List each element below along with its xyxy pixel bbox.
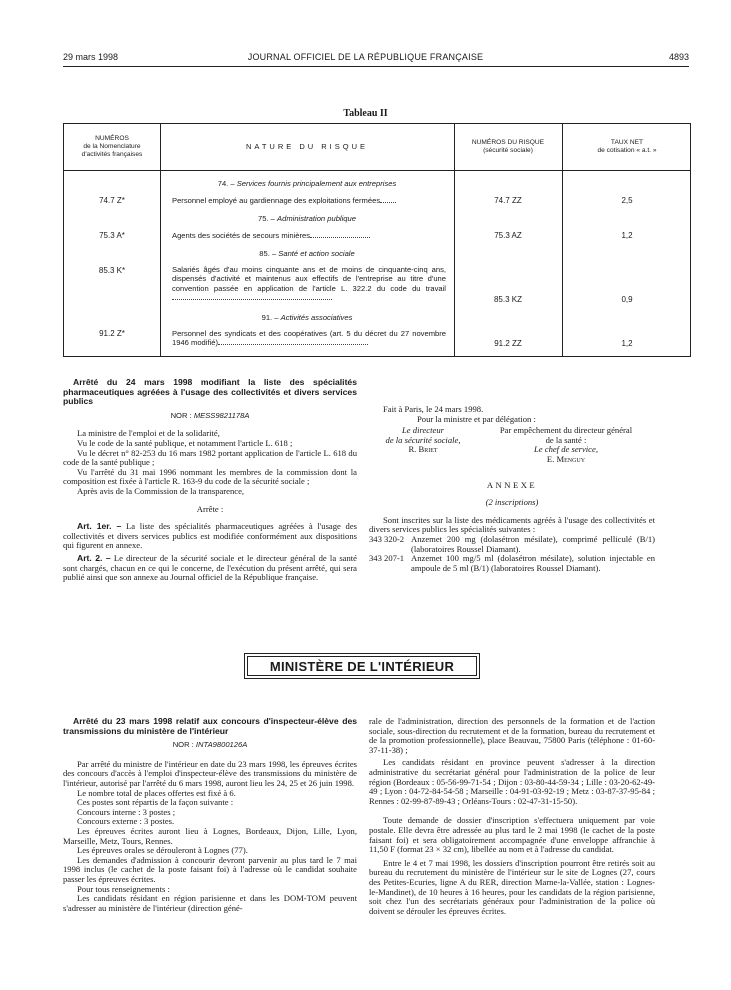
arrete-title: Arrêté du 24 mars 1998 modifiant la liste des spécialités pharmaceutiques agréées à l'usage des collectivités et divers services publics [63,377,357,407]
section-heading [160,313,454,322]
paragraph: Toute demande de dossier d'inscription s'effectuera uniquement par voie postale. Elle devra être adressée au plus tard le 2 mai 1998 (le cachet de la poste faisant foi) et sera obligatoirement accompagnée d'une enveloppe affranchie à 11,50 F (format 23 × 32 cm), libellée au nom et à l'adresse du candidat. [369,815,655,855]
header-line: (sécurité sociale) [483,147,533,154]
risk-description [172,231,446,240]
article-2 [63,554,357,583]
nor-reference [63,740,357,750]
nor-label: NOR : [170,410,192,420]
rate-value: 1,2 [621,339,633,348]
section-number: 75. – [258,214,275,223]
cip-code: 343 207-1 [369,553,405,564]
item-text: Anzemet 100 mg/5 ml (dolasétron mésilate), solution injectable en ampoule de 5 ml (B/1) (laboratoires Roussel Diamant). [411,553,655,573]
signature-role: Le chef de service, [534,444,598,455]
paragraph: La ministre de l'emploi et de la solidarité, [77,428,220,439]
leader-dots [218,338,368,345]
section-number: 85. – [259,249,277,258]
nor-reference [63,411,357,421]
risk-description [172,196,446,205]
rate-value: 1,2 [621,231,633,240]
description-text: Personnel des syndicats et des coopératives (art. 5 du décret du 27 novembre 1946 modifié) [172,329,446,348]
paragraph: rale de l'administration, direction des personnels de la formation et de l'action sociale, sous-direction du recrutement et de la formation, bureau du recrutement et de la promotion professionnelle), place Beauvau, 75800 Paris (téléphone : 01-60-37-11-38) ; [369,716,655,755]
header-nature: NATURE DU RISQUE [245,142,369,151]
signature-right [477,426,655,464]
arrete-label: Arrête : [196,503,224,514]
paragraph: Le nombre total de places offertes est fixé à 6. [77,787,236,798]
rate-value: 2,5 [621,196,633,205]
description-text: Salariés âgés d'au moins cinquante ans et de moins de cinquante-cinq ans, dispensés d'activité et maintenus aux effectifs de l'entreprise au titre d'une convention passée en application de l'article L. 322.2 du code du travail [172,265,446,293]
section-text: Administration publique [277,214,356,223]
header-risk-number [454,124,562,170]
nor-code: MESS9821178A [193,410,250,420]
section-text: Activités associatives [280,313,353,322]
signature-name: R. Briet [408,444,438,455]
arrete-interieur-right [369,717,655,916]
signature-left [369,426,477,464]
annexe-item [369,535,655,554]
header-line: NUMÉROS DU RISQUE [471,139,545,146]
paragraph: Les épreuves écrites auront lieu à Lognes, Bordeaux, Dijon, Lille, Lyon, Marseille, Metz, Tours, Rennes. [63,825,357,846]
signature-role: de la santé : [545,434,587,445]
leader-dots [380,196,396,203]
signature-name: E. Menguy [546,453,586,464]
paragraph: Les candidats résidant en région parisienne et dans les DOM-TOM peuvent s'adresser au ministère de l'intérieur (direction géné- [63,893,357,913]
leader-dots [310,231,370,238]
header-line: de cotisation « a.t. » [597,147,657,154]
arrete-interieur-left [63,717,357,913]
section-text: Services fournis principalement aux entreprises [236,179,397,188]
section-number: 74. – [217,179,235,188]
description-text: Personnel employé au gardiennage des exploitations fermées [172,196,381,205]
paragraph: Les demandes d'admission à concourir devront parvenir au plus tard le 7 mai 1998 inclus (le cachet de la poste faisant foi) à l'adresse où le candidat souhaite passer les épreuves écrites. [63,854,357,884]
paragraph: Vu l'arrêté du 31 mai 1996 nommant les membres de la commission dont la composition est fixée à l'article R. 163-9 du code de la sécurité sociale ; [63,466,357,487]
cip-code: 343 320-2 [369,533,405,544]
section-text: Santé et action sociale [278,249,355,258]
item-text: Anzemet 200 mg (dolasétron mésilate), comprimé pelliculé (B/1) (laboratoires Roussel Diamant). [411,533,655,554]
signature-block [369,405,655,573]
fait-a-paris: Fait à Paris, le 24 mars 1998. [383,404,484,414]
nor-code: INTA9800126A [195,740,248,750]
paragraph: Par arrêté du ministre de l'intérieur en date du 23 mars 1998, les épreuves écrites des concours d'accès à l'emploi d'inspecteur-élève des transmissions du ministère de l'intérieur, autorisé par l'arrêté du 6 mars 1998, auront lieu les 24, 25 et 26 juin 1998. [63,758,357,788]
header-rate [562,124,692,170]
nomenclature-code: 74.7 Z* [99,196,125,205]
table-title: Tableau II [343,108,388,119]
paragraph: Les épreuves orales se dérouleront à Lognes (77). [77,845,248,856]
header-nomenclature [64,124,160,170]
journal-title: JOURNAL OFFICIEL DE LA RÉPUBLIQUE FRANÇAISE [247,52,484,62]
rate-value: 0,9 [621,295,633,304]
paragraph: Concours externe : 3 postes. [77,816,175,827]
article-label: Art. 2. – [77,552,111,563]
risk-table [63,123,691,357]
nomenclature-code: 75.3 A* [99,231,125,240]
arrete-pharma-left [63,378,357,583]
risk-description [172,265,446,303]
issue-date: 29 mars 1998 [63,52,119,62]
signatures [369,426,655,464]
annexe-intro: Sont inscrites sur la liste des médicaments agréés à l'usage des collectivités et divers services publics les spécialités suivantes : [369,514,655,535]
leader-dots [172,293,332,300]
nor-label: NOR : [172,740,194,750]
ministry-title: MINISTÈRE DE L'INTÉRIEUR [247,656,477,676]
signature-role: Par empêchement du directeur général [499,425,633,436]
paragraph: Entre le 4 et 7 mai 1998, les dossiers d'inscription pourront être retirés soit au bureau du recrutement du ministère de l'intérieur sur le site de Lognes (27, cours des Petites-Ecuries, ligne A du RER, direction Marne-la-Vallée, station : Lognes-le-Mandinet), de 10 heures à 16 heures, pour les candidats de la région parisienne, soit chez l'un des secrétariats généraux pour l'administration de la police où doivent se dérouler les épreuves écrites. [369,857,655,916]
header-line: TAUX NET [610,139,644,146]
paragraph: Après avis de la Commission de la transparence, [77,485,245,496]
risk-description [172,329,446,348]
header-rule [63,66,689,67]
nomenclature-code: 85.3 K* [98,266,126,275]
table-header-rule [64,170,690,171]
annexe-subtitle: (2 inscriptions) [485,497,539,508]
risk-number: 74.7 ZZ [494,196,522,205]
article-1 [63,522,357,551]
paragraph: Les candidats résidant en province peuvent s'adresser à la direction administrative du secrétariat général pour l'administration de la police de leur région (Bordeaux : 05-56-99-71-54 ; Dijon : 03-80-44-59-34 ; Lille : 03-20-62-49-49 ; Lyon : 04-72-84-54-58 ; Marseille : 04-91-03-92-19 ; Metz : 03-87-37-95-84 ; Rennes : 02-99-87-89-43 ; Orléans-Tours : 02-47-31-15-50). [369,757,655,806]
delegation-line: Pour la ministre et par délégation : [417,413,536,424]
article-label: Art. 1er. – [77,521,122,532]
article-2-continued [369,378,655,398]
risk-number: 85.3 KZ [493,295,522,304]
section-heading [160,179,454,188]
paragraph: Ces postes sont répartis de la façon suivante : [77,797,234,808]
signature-role: Le directeur [402,425,444,436]
paragraph: Vu le code de la santé publique, et notamment l'article L. 618 ; [77,437,293,448]
arrete-title: Arrêté du 23 mars 1998 relatif aux concours d'inspecteur-élève des transmissions du ministère de l'intérieur [63,716,357,736]
article-text: Le directeur de la sécurité sociale et le directeur général de la santé sont chargés, chacun en ce qui le concerne, de l'exécution du présent arrêté, qui sera publié ainsi que son annexe au Journal officiel de la République française. [63,552,357,583]
paragraph: Concours interne : 3 postes ; [77,806,176,817]
section-number: 91. – [261,313,279,322]
ministry-box [244,653,480,679]
annexe-title: ANNEXE [486,479,538,490]
risk-number: 75.3 AZ [494,231,522,240]
nomenclature-code: 91.2 Z* [99,329,125,338]
paragraph: Pour tous renseignements : [77,883,170,894]
annexe-item [369,554,655,573]
paragraph: Vu le décret n° 82-253 du 16 mars 1982 portant application de l'article L. 618 du code de la santé publique ; [63,447,357,468]
description-text: Agents des sociétés de secours minières [172,231,311,240]
header-line: NUMÉROS [95,135,129,142]
risk-number: 91.2 ZZ [494,339,522,348]
header-line: de la Nomenclature [83,143,141,150]
page-number: 4893 [668,52,689,62]
section-heading [160,249,454,258]
article-text: La liste des spécialités pharmaceutiques agréées à l'usage des collectivités et divers services publics est modifiée conformément aux dispositions qui figurent en annexe. [63,521,357,551]
section-heading [160,214,454,223]
header-line: d'activités françaises [81,151,143,158]
signature-role: de la sécurité sociale, [385,434,461,445]
